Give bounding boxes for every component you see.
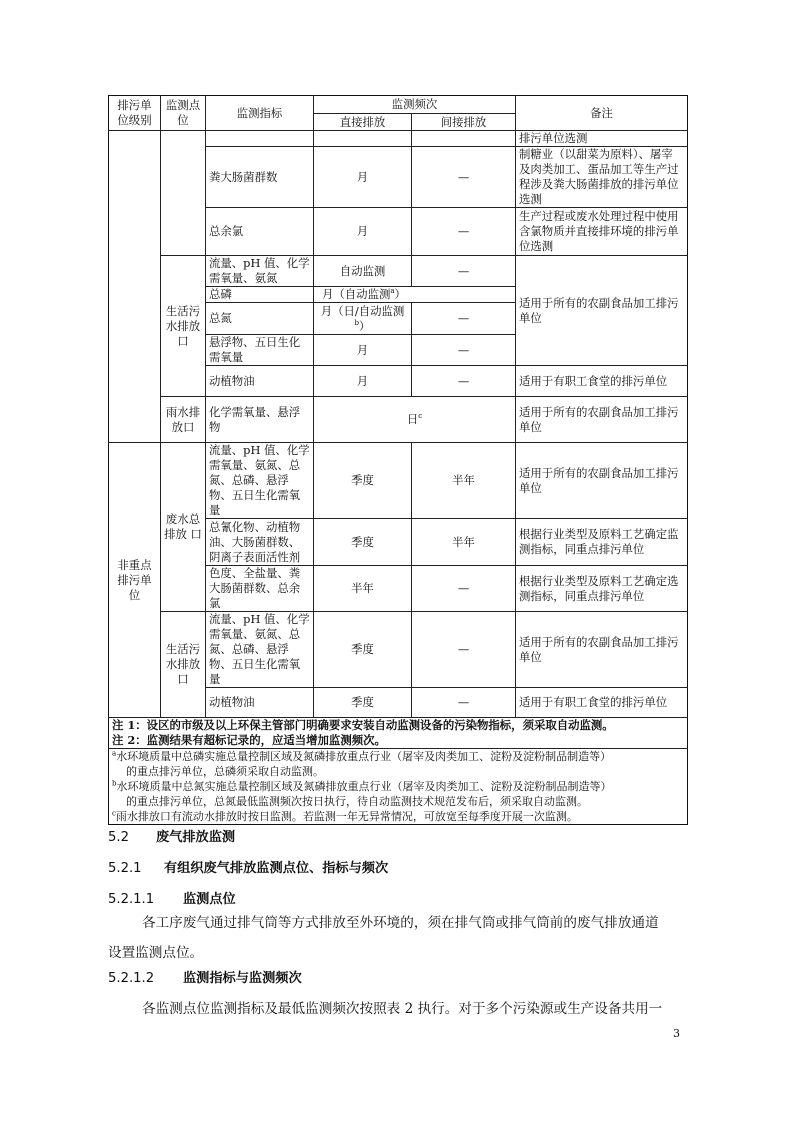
direct-freq-cell: 月 [314, 366, 412, 397]
indirect-freq-cell: — [412, 366, 516, 397]
indicator-cell: 动植物油 [206, 688, 314, 718]
indicator-cell: 流量、pH 值、化学需氧量、氨氮、总氮、总磷、悬浮物、五日生化需氧量 [206, 443, 314, 519]
section-heading: 5.2 废气排放监测 [108, 830, 236, 845]
section-heading: 5.2.1.1 监测点位 [108, 892, 236, 907]
header-direct: 直接排放 [314, 114, 412, 131]
merged-freq-cell: 月（自动监测$^a$） [314, 287, 516, 303]
direct-freq-cell: 自动监测 [314, 256, 412, 287]
unit-level-cell-continued [109, 131, 161, 443]
monitoring-table [108, 95, 688, 825]
remark-cell: 适用于所有的农副食品加工排污单位 [516, 443, 688, 519]
indicator-cell: 总氰化物、动植物油、大肠菌群数、阴离子表面活性剂 [206, 519, 314, 566]
table-row [109, 397, 688, 443]
direct-freq-cell: 半年 [314, 566, 412, 612]
remark-cell: 适用于有职工食堂的排污单位 [516, 366, 688, 397]
header-remark: 备注 [516, 96, 688, 131]
indirect-freq-cell: — [412, 612, 516, 688]
indicator-cell: 总余氯 [206, 208, 314, 256]
direct-freq-cell: 月 [314, 208, 412, 256]
direct-freq-cell: 季度 [314, 519, 412, 566]
indirect-freq-cell: — [412, 688, 516, 718]
header-frequency: 监测频次 [314, 96, 516, 114]
footnote-b: $^b$水环境质量中总氮实施总量控制区域及氮磷排放重点行业（屠宰及肉类加工、淀粉及淀粉制品制造等） 的重点排污单位，总氮最低监测频次按日执行，待自动监测技术规范发布后，须采取自动监测。 [112, 779, 612, 808]
direct-freq-cell: 季度 [314, 443, 412, 519]
indicator-cell: 化学需氧量、悬浮物 [206, 397, 314, 443]
point-cell: 雨水排放口 [161, 397, 206, 443]
footnote-c: $^c$雨水排放口有流动水排放时按日监测。若监测一年无异常情况，可放宽至每季度开展一次监测。 [112, 809, 578, 823]
indirect-freq-cell: — [412, 147, 516, 208]
direct-freq-cell: 季度 [314, 688, 412, 718]
footnote-a: $^a$水环境质量中总磷实施总量控制区域及氮磷排放重点行业（屠宰及肉类加工、淀粉及淀粉制品制造等） 的重点排污单位，总磷须采取自动监测。 [112, 749, 612, 778]
table-row [109, 612, 688, 688]
point-cell: 废水总排放 口 [161, 443, 206, 612]
note-1: 注 1：设区的市级及以上环保主管部门明确要求安装自动监测设备的污染物指标，须采取自动监测。 [112, 718, 614, 732]
indirect-freq-cell: 半年 [412, 519, 516, 566]
paragraph: 各监测点位监测指标及最低监测频次按照表 2 执行。对于多个污染源或生产设备共用一 [142, 1001, 663, 1017]
note-2: 注 2：监测结果有超标记录的，应适当增加监测频次。 [112, 733, 386, 747]
remark-cell: 制糖业（以甜菜为原料）、屠宰及肉类加工、蛋品加工等生产过程涉及粪大肠菌排放的排污单位选测 [516, 147, 688, 208]
indicator-cell: 粪大肠菌群数 [206, 147, 314, 208]
point-cell: 生活污水排放口 [161, 612, 206, 718]
indicator-cell: 流量、pH 值、化学需氧量、氨氮 [206, 256, 314, 287]
paragraph: 设置监测点位。 [108, 945, 204, 961]
merged-freq-cell: 日$^c$ [314, 397, 516, 443]
remark-cell: 生产过程或废水处理过程中使用含氯物质并直接排环境的排污单位选测 [516, 208, 688, 256]
indirect-freq-cell: — [412, 303, 516, 335]
indirect-freq-cell: — [412, 335, 516, 366]
remark-cell: 根据行业类型及原料工艺确定选测指标，同重点排污单位 [516, 566, 688, 612]
remark-cell: 适用于所有的农副食品加工排污单位 [516, 256, 688, 366]
table-notes-row [109, 718, 688, 749]
table-row [109, 131, 688, 147]
indicator-cell: 流量、pH 值、化学需氧量、氨氮、总氮、总磷、悬浮物、五日生化需氧量 [206, 612, 314, 688]
indirect-freq-cell: 半年 [412, 443, 516, 519]
indicator-cell: 总磷 [206, 287, 314, 303]
header-indicator: 监测指标 [206, 96, 314, 131]
section-heading: 5.2.1 有组织废气排放监测点位、指标与频次 [108, 861, 389, 876]
unit-level-cell: 非重点排污单位 [109, 443, 161, 718]
page-number: 3 [673, 1027, 680, 1040]
indicator-cell: 总氮 [206, 303, 314, 335]
remark-cell: 适用于所有的农副食品加工排污单位 [516, 397, 688, 443]
direct-freq-cell: 季度 [314, 612, 412, 688]
indirect-freq-cell: — [412, 208, 516, 256]
remark-cell: 适用于有职工食堂的排污单位 [516, 688, 688, 718]
direct-freq-cell: 月（日/自动监测$^b$） [314, 303, 412, 335]
table-footnotes-row [109, 749, 688, 825]
header-unit-level: 排污单位级别 [109, 96, 161, 131]
indicator-cell: 色度、全盐量、粪大肠菌群数、总余氯 [206, 566, 314, 612]
point-cell-continued [161, 131, 206, 256]
direct-freq-cell: 月 [314, 147, 412, 208]
point-cell: 生活污水排放口 [161, 256, 206, 397]
indicator-cell: 动植物油 [206, 366, 314, 397]
remark-cell: 适用于所有的农副食品加工排污单位 [516, 612, 688, 688]
header-point: 监测点位 [161, 96, 206, 131]
indirect-freq-cell: — [412, 256, 516, 287]
remark-cell: 排污单位选测 [516, 131, 688, 147]
paragraph: 各工序废气通过排气筒等方式排放至外环境的，须在排气筒或排气筒前的废气排放通道 [142, 915, 659, 931]
indirect-freq-cell: — [412, 566, 516, 612]
remark-cell: 根据行业类型及原料工艺确定监测指标，同重点排污单位 [516, 519, 688, 566]
table-row [109, 256, 688, 287]
indicator-cell: 悬浮物、五日生化需氧量 [206, 335, 314, 366]
table-row [109, 443, 688, 519]
section-heading: 5.2.1.2 监测指标与监测频次 [108, 971, 302, 986]
header-indirect: 间接排放 [412, 114, 516, 131]
direct-freq-cell: 月 [314, 335, 412, 366]
